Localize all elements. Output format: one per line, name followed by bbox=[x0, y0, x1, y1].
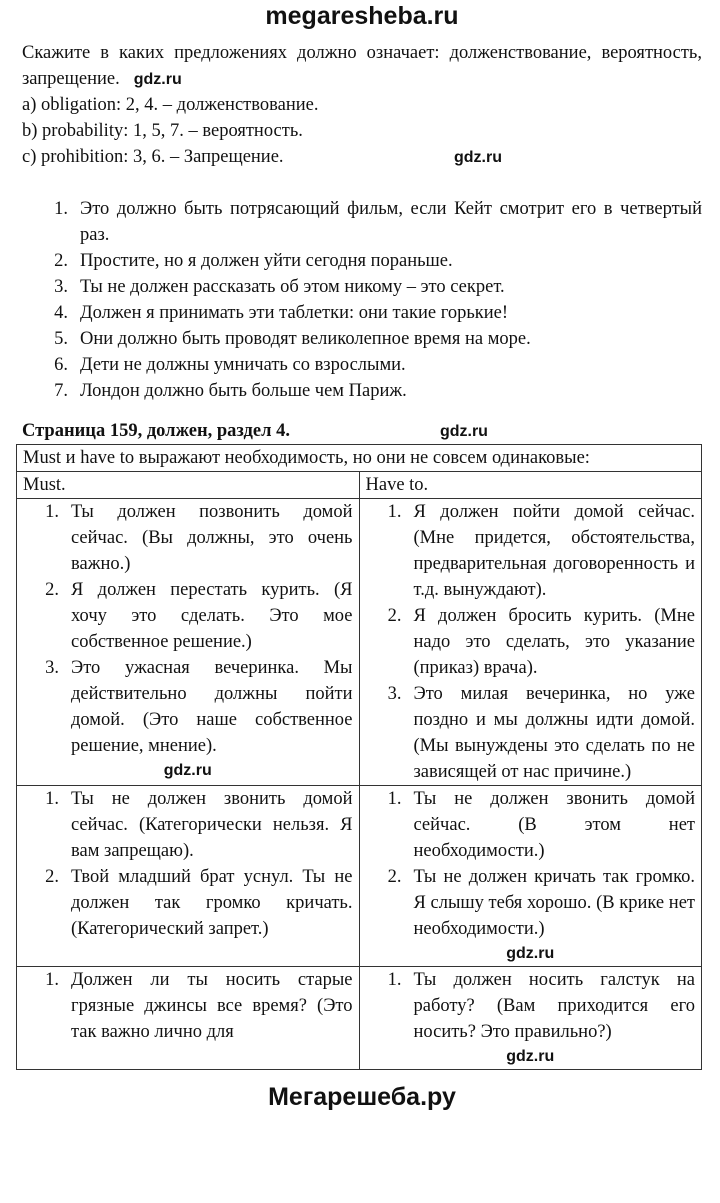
item-text: Дети не должны умничать со взрослыми. bbox=[80, 355, 406, 375]
item-text: Ты должен позвонить домой сейчас. (Вы должны, это очень важно.) bbox=[71, 502, 353, 574]
table-row bbox=[17, 499, 702, 786]
item-text: Ты не должен кричать так громко. Я слышу тебя хорошо. (В крике нет необходимости.) bbox=[413, 867, 695, 939]
list-item bbox=[23, 655, 353, 759]
cell-must bbox=[17, 967, 360, 1070]
item-text: Должен ли ты носить старые грязные джинсы все время? (Это так важно лично для bbox=[71, 970, 353, 1042]
item-number: 4. bbox=[54, 303, 68, 323]
item-text: Ты не должен рассказать об этом никому – это секрет. bbox=[80, 277, 505, 297]
item-number: 3. bbox=[387, 684, 402, 704]
list-item bbox=[366, 967, 696, 1045]
list-item bbox=[22, 196, 702, 248]
section-heading: Страница 159, должен, раздел 4. bbox=[22, 421, 290, 441]
list-item bbox=[22, 274, 702, 300]
watermark: gdz.ru bbox=[439, 423, 488, 440]
table-caption-row bbox=[17, 445, 702, 472]
site-title: megaresheba.ru bbox=[265, 2, 459, 30]
table-header-row bbox=[17, 472, 702, 499]
list-item bbox=[22, 378, 702, 404]
answer-prohibition: c) prohibition: 3, 6. – Запрещение. bbox=[22, 147, 284, 167]
answer-prohibition-row bbox=[22, 144, 702, 170]
question-text-content: Скажите в каких предложениях должно означает: долженствование, вероятность, запрещение. bbox=[22, 43, 702, 89]
answer-probability: b) probability: 1, 5, 7. – вероятность. bbox=[22, 121, 303, 141]
item-text: Ты не должен звонить домой сейчас. (Категорически нельзя. Я вам запрещаю). bbox=[71, 789, 353, 861]
watermark: gdz.ru bbox=[454, 149, 502, 166]
item-text: Я должен перестать курить. (Я хочу это сделать. Это мое собственное решение.) bbox=[71, 580, 353, 652]
list-item bbox=[366, 603, 696, 681]
item-text: Я должен бросить курить. (Мне надо это сделать, это указание (приказ) врача). bbox=[413, 606, 695, 678]
cell-have-to bbox=[359, 786, 702, 967]
item-number: 2. bbox=[387, 606, 402, 626]
cell-must bbox=[17, 499, 360, 786]
list-item bbox=[366, 681, 696, 785]
watermark: gdz.ru bbox=[163, 762, 212, 779]
list-item bbox=[22, 248, 702, 274]
item-text: Ты не должен звонить домой сейчас. (В этом нет необходимости.) bbox=[413, 789, 695, 861]
list-item bbox=[23, 967, 353, 1045]
answer-obligation: a) obligation: 2, 4. – долженствование. bbox=[22, 95, 319, 115]
item-text: Это милая вечеринка, но уже поздно и мы должны идти домой. (Мы вынуждены это сделать по не зависящей от нас причине.) bbox=[413, 684, 695, 782]
list-item bbox=[22, 326, 702, 352]
item-number: 1. bbox=[387, 502, 402, 522]
header-have-to: Have to. bbox=[359, 472, 702, 499]
example-list bbox=[23, 786, 353, 942]
table-row bbox=[17, 967, 702, 1070]
list-item bbox=[366, 499, 696, 603]
footer-title: Мегарешеба.ру bbox=[268, 1083, 456, 1111]
item-number: 1. bbox=[45, 502, 59, 522]
example-list bbox=[366, 967, 696, 1045]
item-number: 1. bbox=[45, 970, 59, 990]
intro-section bbox=[22, 40, 702, 170]
item-text: Это должно быть потрясающий фильм, если Кейт смотрит его в четвертый раз. bbox=[80, 199, 702, 245]
item-text: Они должно быть проводят великолепное время на море. bbox=[80, 329, 531, 349]
item-text: Должен я принимать эти таблетки: они такие горькие! bbox=[80, 303, 509, 323]
item-number: 6. bbox=[54, 355, 68, 375]
item-number: 5. bbox=[54, 329, 68, 349]
list-item bbox=[23, 786, 353, 864]
item-number: 3. bbox=[54, 277, 68, 297]
header-must: Must. bbox=[17, 472, 360, 499]
sentence-list bbox=[22, 196, 702, 404]
item-number: 1. bbox=[54, 199, 68, 219]
list-item bbox=[366, 786, 696, 864]
list-item bbox=[23, 864, 353, 942]
example-list bbox=[23, 967, 353, 1045]
item-text: Простите, но я должен уйти сегодня пораньше. bbox=[80, 251, 453, 271]
item-number: 2. bbox=[45, 867, 59, 887]
example-list bbox=[366, 499, 696, 785]
item-text: Я должен пойти домой сейчас. (Мне придется, обстоятельства, предварительная договоренность и т.д. вынуждают). bbox=[413, 502, 695, 600]
item-number: 3. bbox=[45, 658, 59, 678]
example-list bbox=[366, 786, 696, 942]
question-text bbox=[22, 40, 702, 92]
watermark: gdz.ru bbox=[506, 1048, 555, 1065]
item-number: 1. bbox=[387, 970, 402, 990]
watermark: gdz.ru bbox=[133, 71, 182, 88]
cell-have-to bbox=[359, 967, 702, 1070]
table-row bbox=[17, 786, 702, 967]
item-number: 2. bbox=[387, 867, 402, 887]
item-text: Лондон должно быть больше чем Париж. bbox=[80, 381, 407, 401]
list-item bbox=[23, 499, 353, 577]
cell-have-to bbox=[359, 499, 702, 786]
item-text: Твой младший брат уснул. Ты не должен так громко кричать. (Категорический запрет.) bbox=[71, 867, 353, 939]
example-list bbox=[23, 499, 353, 759]
cell-must bbox=[17, 786, 360, 967]
item-number: 7. bbox=[54, 381, 68, 401]
item-number: 1. bbox=[45, 789, 59, 809]
list-item bbox=[23, 577, 353, 655]
item-text: Это ужасная вечеринка. Мы действительно должны пойти домой. (Это наше собственное решение, мнение). bbox=[71, 658, 353, 756]
list-item bbox=[22, 300, 702, 326]
item-number: 2. bbox=[45, 580, 59, 600]
item-text: Ты должен носить галстук на работу? (Вам приходится его носить? Это правильно?) bbox=[413, 970, 695, 1042]
must-have-to-table bbox=[16, 444, 702, 1070]
list-item bbox=[22, 352, 702, 378]
item-number: 2. bbox=[54, 251, 68, 271]
section-heading-row bbox=[22, 418, 702, 444]
list-item bbox=[366, 864, 696, 942]
watermark: gdz.ru bbox=[506, 945, 555, 962]
item-number: 1. bbox=[387, 789, 402, 809]
table-caption: Must и have to выражают необходимость, но они не совсем одинаковые: bbox=[17, 445, 702, 472]
